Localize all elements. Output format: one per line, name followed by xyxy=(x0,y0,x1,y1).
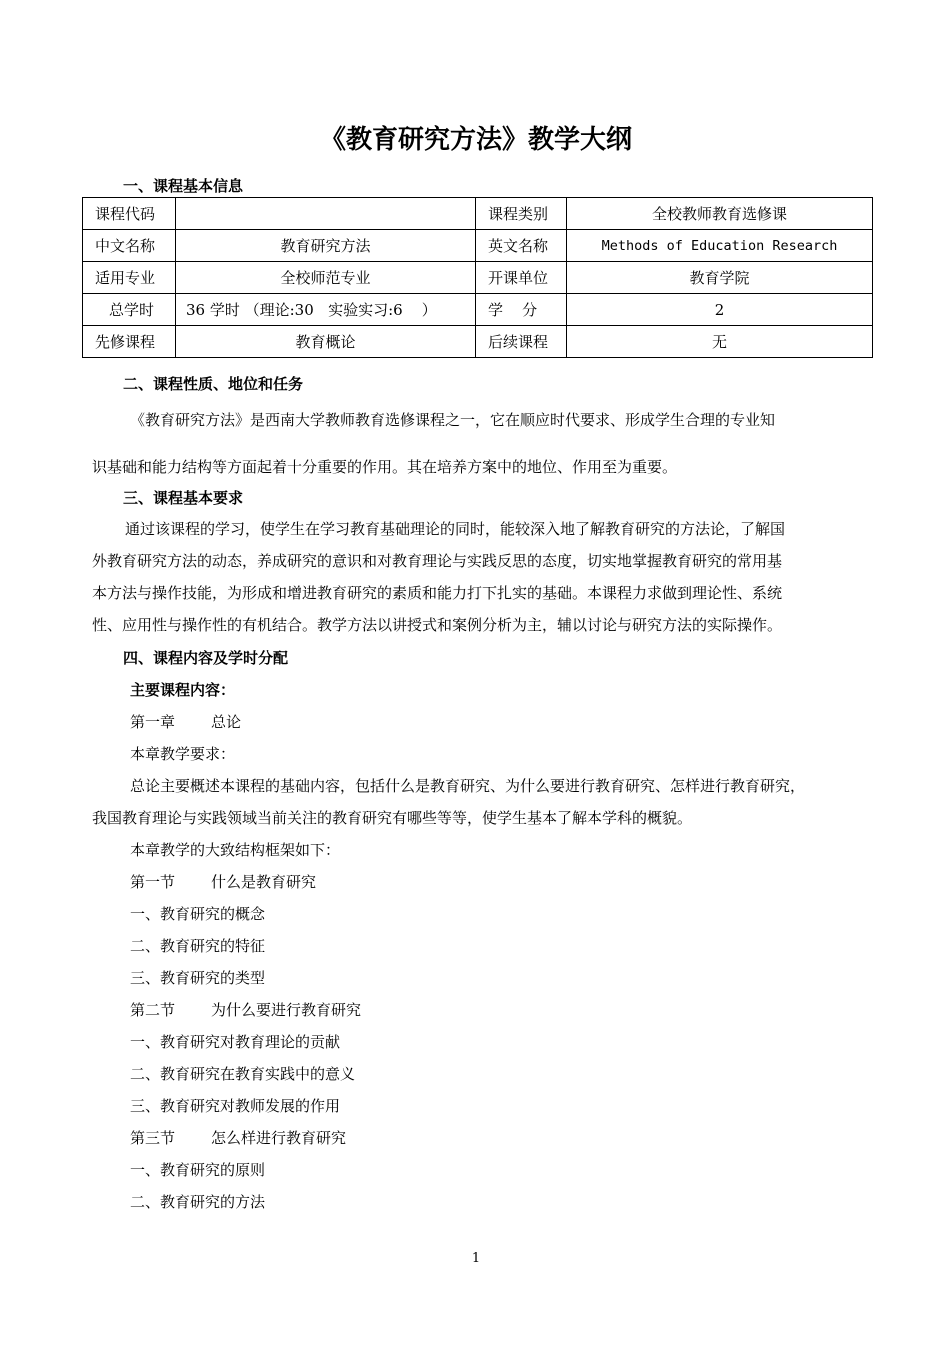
list-item: 一、教育研究的原则 xyxy=(130,1161,266,1179)
table-value-cell: 2 xyxy=(567,294,873,326)
chapter-label: 第一章 xyxy=(130,713,176,731)
table-value-cell: Methods of Education Research xyxy=(567,230,873,262)
section-title xyxy=(130,999,361,1021)
table-label-cell: 课程代码 xyxy=(83,198,176,230)
table-label-cell: 开课单位 xyxy=(476,262,567,294)
list-item: 二、教育研究的方法 xyxy=(130,1193,266,1211)
section-heading-content: 四、课程内容及学时分配 xyxy=(123,649,289,667)
body-paragraph-line: 外教育研究方法的动态，养成研究的意识和对教育理论与实践反思的态度，切实地掌握教育研究的常用基 xyxy=(92,552,783,570)
section-label: 第一节 xyxy=(130,873,176,891)
section-title xyxy=(130,1127,346,1149)
section-name: 为什么要进行教育研究 xyxy=(211,1001,362,1019)
section-heading-basic-info: 一、课程基本信息 xyxy=(123,177,244,195)
page-number: 1 xyxy=(471,1251,481,1266)
body-paragraph-line: 性、应用性与操作性的有机结合。教学方法以讲授式和案例分析为主，辅以讨论与研究方法的实际操作。 xyxy=(92,616,783,634)
table-value-cell: 教育学院 xyxy=(567,262,873,294)
body-paragraph-line: 《教育研究方法》是西南大学教师教育选修课程之一，它在顺应时代要求、形成学生合理的专业知 xyxy=(130,411,776,429)
section-heading-nature: 二、课程性质、地位和任务 xyxy=(123,375,304,393)
body-paragraph-line: 我国教育理论与实践领域当前关注的教育研究有哪些等等，使学生基本了解本学科的概貌。 xyxy=(92,809,693,827)
section-title xyxy=(130,871,316,893)
table-label-cell: 适用专业 xyxy=(83,262,176,294)
section-label: 第三节 xyxy=(130,1129,176,1147)
section-heading-requirements: 三、课程基本要求 xyxy=(123,489,244,507)
table-row xyxy=(83,198,873,230)
table-label-cell: 中文名称 xyxy=(83,230,176,262)
body-paragraph-line: 通过该课程的学习，使学生在学习教育基础理论的同时，能较深入地了解教育研究的方法论，了解国 xyxy=(125,520,786,538)
body-paragraph-line: 总论主要概述本课程的基础内容，包括什么是教育研究、为什么要进行教育研究、怎样进行教育研究， xyxy=(130,777,806,795)
table-value-cell: 无 xyxy=(567,326,873,358)
list-item: 一、教育研究的概念 xyxy=(130,905,266,923)
table-value-cell: 教育概论 xyxy=(176,326,476,358)
table-label-cell: 总学时 xyxy=(83,294,176,326)
table-label-cell: 先修课程 xyxy=(83,326,176,358)
table-value-cell: 教育研究方法 xyxy=(176,230,476,262)
table-row xyxy=(83,326,873,358)
section-name: 怎么样进行教育研究 xyxy=(211,1129,347,1147)
chapter-name: 总论 xyxy=(211,713,242,731)
table-value-cell xyxy=(176,198,476,230)
list-item: 二、教育研究在教育实践中的意义 xyxy=(130,1065,356,1083)
table-row xyxy=(83,230,873,262)
table-value-cell: 全校师范专业 xyxy=(176,262,476,294)
list-item: 二、教育研究的特征 xyxy=(130,937,266,955)
list-item: 三、教育研究的类型 xyxy=(130,969,266,987)
section-name: 什么是教育研究 xyxy=(211,873,317,891)
document-title: 《教育研究方法》教学大纲 xyxy=(319,125,632,155)
requirement-label: 本章教学要求： xyxy=(130,745,236,763)
section-label: 第二节 xyxy=(130,1001,176,1019)
table-label-cell: 课程类别 xyxy=(476,198,567,230)
body-paragraph-line: 本方法与操作技能，为形成和增进教育研究的素质和能力打下扎实的基础。本课程力求做到理论性、系统 xyxy=(92,584,783,602)
table-value-cell: 36 学时 （理论:30 实验实习:6 ） xyxy=(176,294,476,326)
body-paragraph-line: 识基础和能力结构等方面起着十分重要的作用。其在培养方案中的地位、作用至为重要。 xyxy=(92,458,678,476)
table-label-cell: 后续课程 xyxy=(476,326,567,358)
table-label-cell: 学 分 xyxy=(476,294,567,326)
table-label-cell: 英文名称 xyxy=(476,230,567,262)
chapter-heading xyxy=(130,711,241,733)
table-row xyxy=(83,262,873,294)
list-item: 三、教育研究对教师发展的作用 xyxy=(130,1097,341,1115)
table-value-cell: 全校教师教育选修课 xyxy=(567,198,873,230)
main-content-label: 主要课程内容： xyxy=(130,681,236,699)
table-row xyxy=(83,294,873,326)
course-info-table xyxy=(82,197,873,358)
structure-label: 本章教学的大致结构框架如下： xyxy=(130,841,341,859)
list-item: 一、教育研究对教育理论的贡献 xyxy=(130,1033,341,1051)
